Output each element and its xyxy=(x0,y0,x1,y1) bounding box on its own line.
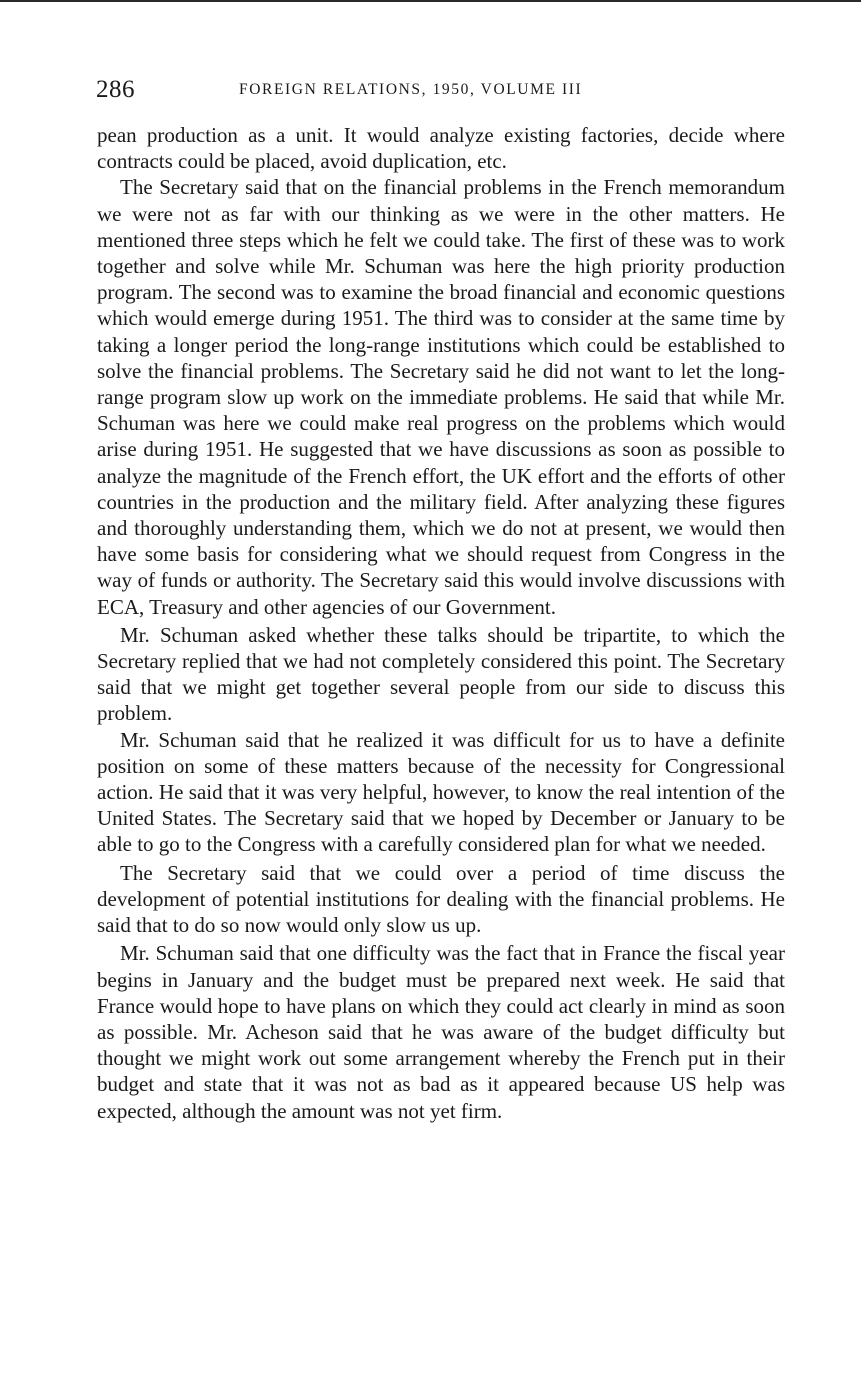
paragraph: The Secretary said that on the financial problems in the French memorandum we were not as far with our thinking as we were in the other matters. He mentioned three steps which he felt we could take. The first of these was to work together and solve while Mr. Schuman was here the high priority production program. The second was to examine the broad financial and economic questions which would emerge during 1951. The third was to consider at the same time by taking a longer period the long-range institutions which could be established to solve the financial problems. The Secretary said he did not want to let the long-range program slow up work on the immediate problems. He said that while Mr. Schuman was here we could make real progress on the problems which would arise during 1951. He suggested that we have discussions as soon as possible to analyze the magnitude of the French effort, the UK effort and the efforts of other countries in the production and the military field. After analyzing these figures and thoroughly understanding them, which we do not at present, we would then have some basis for considering what we should request from Congress in the way of funds or authority. The Secretary said this would involve discussions with ECA, Treasury and other agencies of our Government. xyxy=(97,175,785,619)
paragraph: The Secretary said that we could over a period of time discuss the development of potential institutions for dealing with the financial problems. He said that to do so now would only slow us up. xyxy=(97,860,785,938)
paragraph-continued: pean production as a unit. It would analyze existing factories, decide where contracts could be placed, avoid duplication, etc. xyxy=(97,123,785,174)
page-number: 286 xyxy=(96,76,135,103)
paragraph: Mr. Schuman said that he realized it was difficult for us to have a definite position on some of these matters because of the necessity for Congressional action. He said that it was very helpful, however, to know the real intention of the United States. The Secretary said that we hoped by December or January to be able to go to the Congress with a carefully considered plan for what we needed. xyxy=(97,727,785,857)
top-border-rule xyxy=(0,0,861,2)
paragraph: Mr. Schuman said that one difficulty was the fact that in France the fiscal year begins in January and the budget must be prepared next week. He said that France would hope to have plans on which they could act clearly in mind as soon as possible. Mr. Acheson said that he was aware of the budget difficulty but thought we might work out some arrangement whereby the French put in their budget and state that it was not as bad as it appeared because US help was expected, although the amount was not yet firm. xyxy=(97,941,785,1123)
paragraph: Mr. Schuman asked whether these talks should be tripartite, to which the Secretary replied that we had not completely considered this point. The Secretary said that we might get together several people from our side to discuss this problem. xyxy=(97,622,785,726)
running-title: FOREIGN RELATIONS, 1950, VOLUME III xyxy=(239,81,583,98)
body-text xyxy=(97,122,785,1124)
running-head xyxy=(96,76,786,106)
